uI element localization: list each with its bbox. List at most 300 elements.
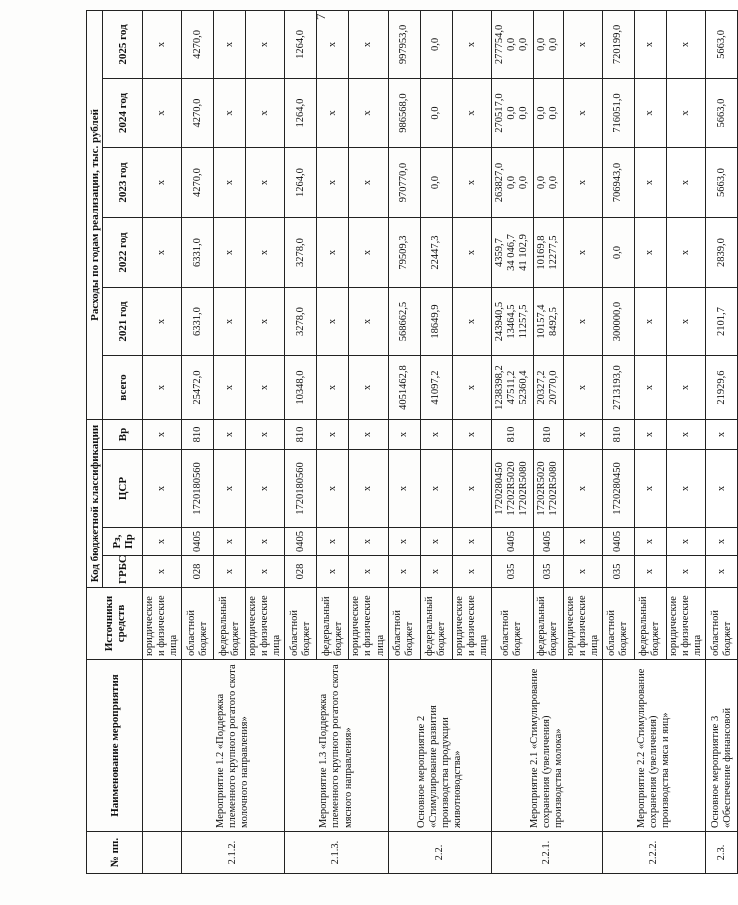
cell-value: 4359,7 34 046,7 41 102,9 [494, 234, 530, 271]
year-2021-cell [706, 288, 738, 356]
grbs-cell [388, 556, 420, 588]
cell-value: х [259, 538, 271, 545]
cell-value: х [715, 485, 727, 492]
year-2021-cell [349, 288, 388, 356]
csr-cell [285, 450, 317, 528]
total-cell [246, 356, 285, 420]
vr-cell [388, 420, 420, 450]
cell-value: 6331,0 [191, 238, 203, 267]
cell-value: х [465, 179, 477, 186]
source-cell: областной бюджет [491, 588, 533, 660]
grbs-cell [706, 556, 738, 588]
source-cell: областной бюджет [285, 588, 317, 660]
vr-cell [706, 420, 738, 450]
cell-value: х [680, 431, 691, 438]
cell-value: х [644, 179, 656, 186]
csr-cell [666, 450, 705, 528]
cell-value: х [430, 568, 442, 575]
year-2025-cell [563, 10, 602, 78]
year-2025-cell [491, 10, 533, 78]
year-2022-cell [602, 218, 634, 288]
cell-value: х [362, 179, 374, 186]
event-name: Основное мероприятие 2 «Стимулирование развития производства продукции животноводства» [388, 660, 491, 832]
year-2022-cell [666, 218, 705, 288]
year-2022-cell [285, 218, 317, 288]
vr-cell [317, 420, 349, 450]
year-2023-cell [246, 148, 285, 218]
source-cell: юридические и физические лица [246, 588, 285, 660]
cell-value: х [362, 485, 374, 492]
cell-value: х [644, 41, 656, 48]
cell-value: х [326, 41, 338, 48]
rzpr-cell [214, 528, 246, 556]
cell-value: х [465, 384, 477, 391]
source-cell: юридические и физические лица [349, 588, 388, 660]
cell-value: 716051,0 [612, 93, 624, 133]
cell-value: 810 [612, 426, 624, 443]
total-cell [533, 356, 563, 420]
total-cell [182, 356, 214, 420]
cell-value: 1264,0 [294, 168, 306, 197]
cell-value: х [680, 568, 691, 575]
rzpr-cell [533, 528, 563, 556]
cell-value: х [398, 538, 410, 545]
year-2024-cell [214, 79, 246, 148]
cell-value: х [644, 568, 656, 575]
cell-value: х [465, 318, 477, 325]
cell-value: 1720280450 [612, 462, 624, 515]
cell-value: 22447,3 [430, 235, 442, 270]
cell-value: х [223, 538, 235, 545]
rzpr-cell [285, 528, 317, 556]
cell-value: 10169,8 12277,5 [536, 235, 560, 270]
year-2022-cell [388, 218, 420, 288]
vr-cell [491, 420, 533, 450]
year-2023-cell [491, 148, 533, 218]
cell-value: х [576, 568, 588, 575]
cell-value: х [576, 431, 588, 438]
cell-value: 720199,0 [612, 24, 624, 65]
year-2024-cell [452, 79, 491, 148]
cell-value: х [715, 431, 727, 438]
cell-value: 18649,9 [430, 304, 442, 339]
cell-value: х [362, 538, 374, 545]
year-2022-cell [491, 218, 533, 288]
total-cell [349, 356, 388, 420]
source-cell: юридические и физические лица [666, 588, 705, 660]
cell-value: х [644, 384, 656, 391]
header-rzpr: Рз, Пр [103, 528, 143, 556]
cell-value: 986568,0 [398, 93, 410, 133]
cell-value: 1238398,2 47511,2 52360,4 [494, 365, 530, 410]
cell-value: х [156, 249, 168, 256]
grbs-cell [214, 556, 246, 588]
cell-value: 21929,6 [715, 370, 727, 405]
cell-value: 1720280450 17202R5020 17202R5080 [494, 461, 530, 516]
csr-cell [634, 450, 666, 528]
cell-value: х [259, 568, 271, 575]
vr-cell [182, 420, 214, 450]
cell-value: 20327,2 20770,0 [536, 370, 560, 405]
cell-value: х [576, 41, 588, 48]
grbs-cell [602, 556, 634, 588]
cell-value: х [465, 538, 477, 545]
cell-value: х [430, 485, 442, 492]
year-2025-cell [533, 10, 563, 78]
year-2022-cell [246, 218, 285, 288]
year-2023-cell [182, 148, 214, 218]
rzpr-cell [143, 528, 182, 556]
cell-value: 1720180560 [191, 462, 203, 515]
csr-cell [452, 450, 491, 528]
cell-value: х [326, 485, 338, 492]
cell-value: х [680, 538, 691, 545]
year-2025-cell [602, 10, 634, 78]
cell-value: х [156, 110, 168, 116]
cell-value: х [715, 568, 727, 575]
rzpr-cell [349, 528, 388, 556]
header-name: Наименование мероприятия [87, 660, 143, 832]
year-2024-cell [602, 79, 634, 148]
year-2021-cell [143, 288, 182, 356]
cell-value: 035 [542, 563, 554, 580]
year-2023-cell [388, 148, 420, 218]
year-2025-cell [420, 10, 452, 78]
cell-value: х [465, 249, 477, 256]
row-number: 2.2.2. [602, 832, 705, 874]
cell-value: х [576, 318, 588, 325]
year-2025-cell [143, 10, 182, 78]
total-cell [420, 356, 452, 420]
header-num: № пп. [87, 832, 143, 874]
year-2022-cell [182, 218, 214, 288]
year-2025-cell [349, 10, 388, 78]
header-code-group: Код бюджетной классификации [87, 420, 103, 588]
cell-value: х [156, 41, 168, 48]
csr-cell [349, 450, 388, 528]
grbs-cell [143, 556, 182, 588]
cell-value: х [465, 431, 477, 438]
vr-cell [285, 420, 317, 450]
cell-value: х [465, 110, 477, 116]
cell-value: х [644, 431, 656, 438]
cell-value: 4270,0 [191, 168, 203, 197]
cell-value: х [326, 431, 338, 438]
table-row [706, 10, 738, 873]
cell-value: х [326, 538, 338, 545]
total-cell [317, 356, 349, 420]
cell-value: 263827,0 0,0 0,0 [494, 162, 530, 203]
cell-value: х [398, 431, 410, 438]
cell-value: х [259, 318, 271, 325]
cell-value: х [156, 318, 168, 325]
cell-value: х [465, 568, 477, 575]
source-cell: областной бюджет [182, 588, 214, 660]
vr-cell [214, 420, 246, 450]
header-total: всего [103, 356, 143, 420]
cell-value: х [576, 179, 588, 186]
year-2022-cell [349, 218, 388, 288]
cell-value: х [644, 485, 656, 492]
rzpr-cell [666, 528, 705, 556]
cell-value: х [362, 431, 374, 438]
header-year: 2024 год [103, 79, 143, 148]
rzpr-cell [388, 528, 420, 556]
cell-value: 79509,3 [398, 235, 410, 270]
row-number: 2.3. [706, 832, 738, 874]
vr-cell [666, 420, 705, 450]
cell-value: 277754,0 0,0 0,0 [494, 24, 530, 65]
cell-value: х [156, 179, 168, 186]
year-2024-cell [285, 79, 317, 148]
total-cell [602, 356, 634, 420]
grbs-cell [452, 556, 491, 588]
year-2023-cell [602, 148, 634, 218]
cell-value: х [644, 110, 656, 116]
cell-value: 243940,5 13464,5 11257,5 [494, 301, 530, 342]
grbs-cell [317, 556, 349, 588]
cell-value: 1264,0 [294, 30, 306, 59]
year-2025-cell [666, 10, 705, 78]
total-cell [666, 356, 705, 420]
cell-value: х [259, 431, 271, 438]
cell-value: 035 [612, 563, 624, 580]
header-year: 2021 год [103, 288, 143, 356]
cell-value: 0405 [542, 531, 554, 552]
cell-value: 4270,0 [191, 30, 203, 59]
table-row [491, 10, 533, 873]
cell-value: 0,0 0,0 [536, 106, 560, 120]
cell-value: 0,0 0,0 [536, 37, 560, 52]
cell-value: х [326, 249, 338, 256]
table-row [285, 10, 317, 873]
cell-value: х [326, 110, 338, 116]
year-2022-cell [706, 218, 738, 288]
rzpr-cell [706, 528, 738, 556]
year-2023-cell [285, 148, 317, 218]
year-2021-cell [452, 288, 491, 356]
cell-value: 5663,0 [715, 30, 727, 59]
page-number: 7 [313, 13, 328, 20]
event-name: Мероприятие 1.3 «Поддержка племенного крупного рогатого скота мясного направления» [285, 660, 388, 832]
cell-value: х [223, 485, 235, 492]
grbs-cell [634, 556, 666, 588]
csr-cell [388, 450, 420, 528]
source-cell: областной бюджет [706, 588, 738, 660]
cell-value: х [362, 41, 374, 48]
rzpr-cell [317, 528, 349, 556]
cell-value: 270517,0 0,0 0,0 [494, 93, 530, 133]
vr-cell [143, 420, 182, 450]
source-cell: федеральный бюджет [317, 588, 349, 660]
cell-value: 706943,0 [612, 162, 624, 203]
cell-value: 810 [506, 426, 518, 443]
grbs-cell [420, 556, 452, 588]
total-cell [563, 356, 602, 420]
row-number: 2.2.1. [491, 832, 602, 874]
year-2023-cell [533, 148, 563, 218]
total-cell [491, 356, 533, 420]
year-2025-cell [388, 10, 420, 78]
csr-cell [246, 450, 285, 528]
cell-value: х [680, 110, 691, 116]
header-year: 2023 год [103, 148, 143, 218]
year-2023-cell [706, 148, 738, 218]
vr-cell [533, 420, 563, 450]
cell-value: 10157,4 8492,5 [536, 304, 560, 339]
cell-value: 4270,0 [191, 98, 203, 128]
cell-value: х [398, 568, 410, 575]
row-number: 2.2. [388, 832, 491, 874]
year-2021-cell [317, 288, 349, 356]
cell-value: 810 [542, 426, 554, 443]
cell-value: 970770,0 [398, 162, 410, 203]
csr-cell [491, 450, 533, 528]
source-cell: федеральный бюджет [634, 588, 666, 660]
csr-cell [706, 450, 738, 528]
year-2025-cell [452, 10, 491, 78]
cell-value: х [430, 431, 442, 438]
rzpr-cell [634, 528, 666, 556]
grbs-cell [563, 556, 602, 588]
table-header [87, 10, 143, 873]
cell-value: 035 [506, 563, 518, 580]
cell-value: х [156, 568, 168, 575]
year-2021-cell [563, 288, 602, 356]
cell-value: х [680, 179, 691, 186]
cell-value: х [362, 318, 374, 325]
cell-value: 10348,0 [294, 370, 306, 405]
year-2025-cell [214, 10, 246, 78]
year-2021-cell [214, 288, 246, 356]
year-2023-cell [634, 148, 666, 218]
cell-value: х [326, 568, 338, 575]
year-2025-cell [246, 10, 285, 78]
year-2023-cell [143, 148, 182, 218]
year-2023-cell [317, 148, 349, 218]
year-2024-cell [246, 79, 285, 148]
total-cell [634, 356, 666, 420]
cell-value: х [156, 431, 168, 438]
year-2024-cell [317, 79, 349, 148]
year-2024-cell [143, 79, 182, 148]
cell-value: 2839,0 [715, 238, 727, 267]
year-2024-cell [491, 79, 533, 148]
rzpr-cell [602, 528, 634, 556]
cell-value: 810 [191, 426, 203, 443]
header-csr: ЦСР [103, 450, 143, 528]
cell-value: 0,0 [430, 106, 442, 120]
cell-value: х [259, 485, 271, 492]
cell-value: х [430, 538, 442, 545]
cell-value: 997953,0 [398, 24, 410, 65]
year-2021-cell [666, 288, 705, 356]
year-2024-cell [666, 79, 705, 148]
year-2021-cell [420, 288, 452, 356]
csr-cell [602, 450, 634, 528]
cell-value: х [644, 249, 656, 256]
cell-value: х [326, 384, 338, 391]
total-cell [706, 356, 738, 420]
cell-value: 0405 [506, 531, 518, 552]
event-name [143, 660, 182, 832]
source-cell: областной бюджет [388, 588, 420, 660]
rzpr-cell [420, 528, 452, 556]
cell-value: х [259, 179, 271, 186]
year-2021-cell [533, 288, 563, 356]
cell-value: х [259, 110, 271, 116]
csr-cell [214, 450, 246, 528]
vr-cell [634, 420, 666, 450]
source-cell: федеральный бюджет [533, 588, 563, 660]
year-2022-cell [214, 218, 246, 288]
total-cell [214, 356, 246, 420]
cell-value: 1720180560 [294, 462, 306, 515]
cell-value: 0,0 [430, 175, 442, 190]
year-2022-cell [420, 218, 452, 288]
cell-value: х [680, 249, 691, 256]
csr-cell [182, 450, 214, 528]
cell-value: х [398, 485, 410, 492]
csr-cell [420, 450, 452, 528]
year-2021-cell [634, 288, 666, 356]
header-source: Источники средств [87, 588, 143, 660]
cell-value: х [223, 41, 235, 48]
table-row [182, 10, 214, 873]
total-cell [143, 356, 182, 420]
cell-value: 028 [191, 563, 203, 580]
year-2024-cell [706, 79, 738, 148]
grbs-cell [666, 556, 705, 588]
year-2023-cell [349, 148, 388, 218]
cell-value: 3278,0 [294, 238, 306, 267]
cell-value: 1264,0 [294, 98, 306, 128]
cell-value: х [362, 384, 374, 391]
cell-value: х [576, 485, 588, 492]
year-2022-cell [317, 218, 349, 288]
year-2021-cell [285, 288, 317, 356]
cell-value: х [576, 384, 588, 391]
vr-cell [349, 420, 388, 450]
year-2022-cell [634, 218, 666, 288]
cell-value: 25472,0 [191, 370, 203, 405]
table-row [388, 10, 420, 873]
cell-value: х [326, 179, 338, 186]
cell-value: х [326, 318, 338, 325]
cell-value: х [223, 179, 235, 186]
cell-value: 5663,0 [715, 168, 727, 197]
cell-value: х [259, 384, 271, 391]
cell-value: х [362, 249, 374, 256]
cell-value: 028 [294, 563, 306, 580]
cell-value: 0,0 0,0 [536, 175, 560, 190]
cell-value: х [223, 568, 235, 575]
total-cell [285, 356, 317, 420]
cell-value: х [715, 538, 727, 545]
cell-value: х [223, 384, 235, 391]
year-2023-cell [563, 148, 602, 218]
cell-value: 0,0 [612, 245, 624, 260]
source-cell: юридические и физические лица [143, 588, 182, 660]
csr-cell [143, 450, 182, 528]
source-cell: юридические и физические лица [452, 588, 491, 660]
year-2025-cell [706, 10, 738, 78]
year-2021-cell [602, 288, 634, 356]
cell-value: х [680, 384, 691, 391]
cell-value: х [644, 538, 656, 545]
header-expense-group: Расходы по годам реализации, тыс. рублей [87, 10, 103, 419]
table-body [143, 10, 738, 873]
